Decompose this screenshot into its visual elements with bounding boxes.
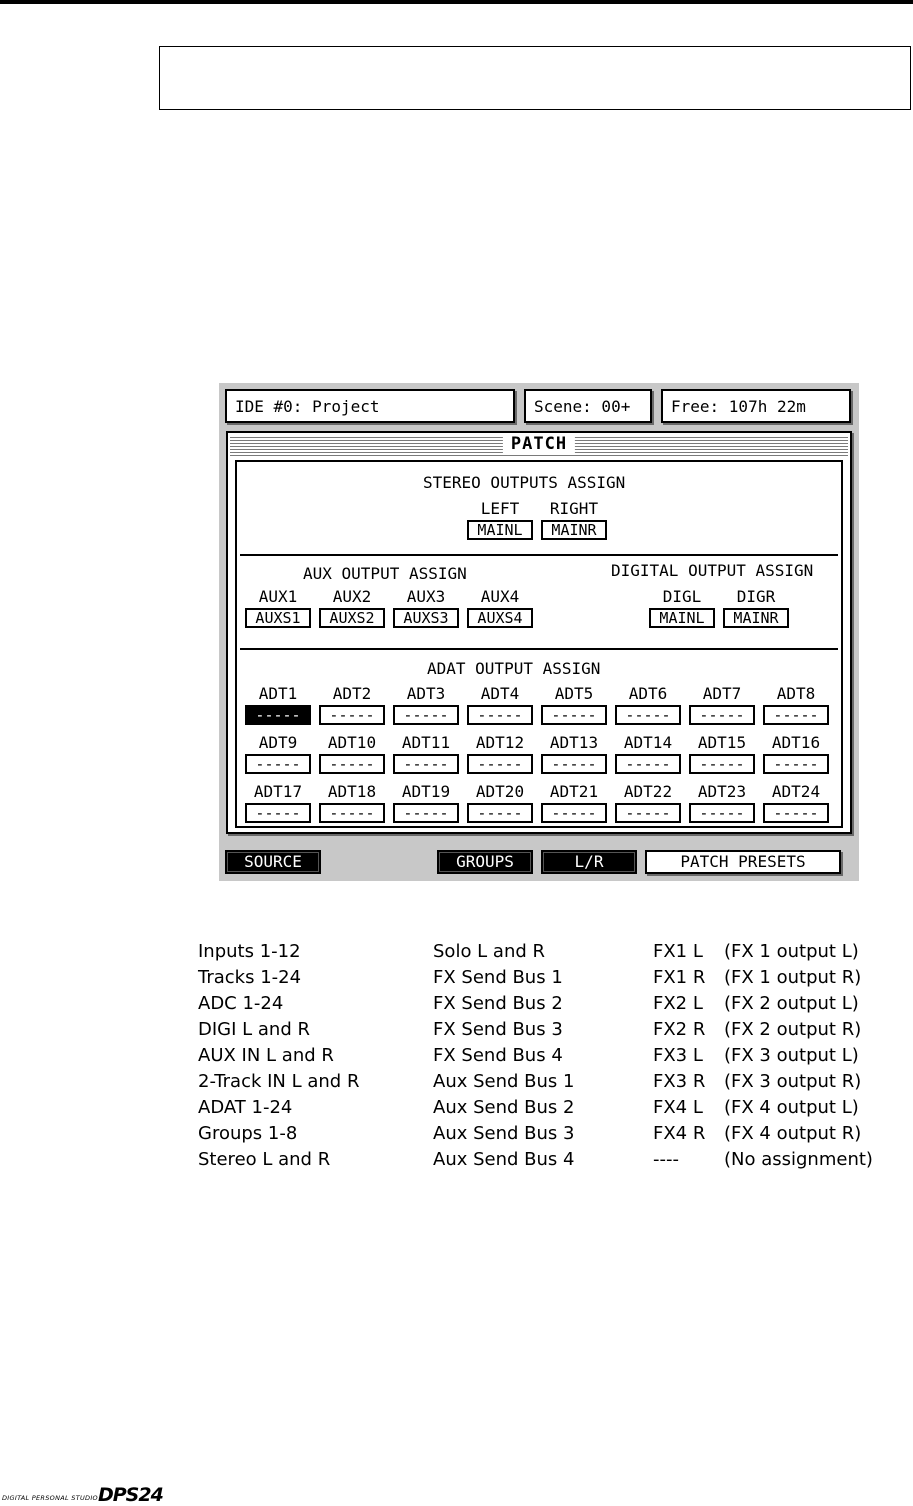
fx-source-code: FX1 L (653, 941, 703, 962)
adat-assign-field[interactable]: ----- (689, 803, 755, 823)
fx-source-item (653, 939, 873, 965)
source-item: Groups 1-8 (198, 1123, 298, 1144)
source-item: FX Send Bus 2 (433, 993, 563, 1014)
fx-source-item (653, 1043, 873, 1069)
adat-assign-field[interactable]: ----- (245, 705, 311, 725)
adat-assign-field[interactable]: ----- (245, 803, 311, 823)
adat-assign-field[interactable]: ----- (319, 754, 385, 774)
adat-channel-label: ADT20 (475, 782, 525, 801)
adat-channel-label: ADT24 (771, 782, 821, 801)
source-item: Aux Send Bus 1 (433, 1071, 575, 1092)
adat-assign-field[interactable]: ----- (541, 705, 607, 725)
stereo-assign-field[interactable]: MAINL (467, 520, 533, 540)
fx-source-item (653, 991, 873, 1017)
adat-assign-field[interactable]: ----- (541, 803, 607, 823)
adat-channel-label: ADT4 (480, 684, 520, 703)
source-item: Inputs 1-12 (198, 941, 301, 962)
source-softkey[interactable]: SOURCE (225, 850, 321, 874)
adat-channel-label: ADT19 (401, 782, 451, 801)
dps24-logo: DPS24 (97, 1484, 163, 1506)
fx-source-code: ---- (653, 1149, 679, 1170)
stereo-assign-field[interactable]: MAINR (541, 520, 607, 540)
patch-presets-softkey[interactable]: PATCH PRESETS (645, 850, 841, 874)
source-item: FX Send Bus 3 (433, 1019, 563, 1040)
source-item: Aux Send Bus 3 (433, 1123, 575, 1144)
fx-source-code: FX1 R (653, 967, 706, 988)
footer-subtitle: DIGITAL PERSONAL STUDIO (2, 1494, 98, 1502)
adat-assign-field[interactable]: ----- (689, 705, 755, 725)
adat-assign-field[interactable]: ----- (615, 705, 681, 725)
fx-source-code: FX3 L (653, 1045, 703, 1066)
project-name: IDE #0: Project (235, 396, 380, 416)
fx-source-code: FX4 L (653, 1097, 703, 1118)
fx-source-description: (FX 4 output L) (724, 1097, 859, 1118)
adat-channel-label: ADT7 (702, 684, 742, 703)
aux-section-title: AUX OUTPUT ASSIGN (303, 564, 467, 583)
adat-channel-label: ADT18 (327, 782, 377, 801)
adat-channel-label: ADT22 (623, 782, 673, 801)
patch-panel (226, 431, 852, 834)
adat-assign-field[interactable]: ----- (615, 754, 681, 774)
adat-channel-label: ADT12 (475, 733, 525, 752)
adat-channel-label: ADT23 (697, 782, 747, 801)
fx-source-item (653, 1147, 873, 1173)
adat-assign-field[interactable]: ----- (467, 705, 533, 725)
adat-channel-label: ADT2 (332, 684, 372, 703)
fx-source-item (653, 965, 873, 991)
adat-assign-field[interactable]: ----- (467, 754, 533, 774)
fx-source-description: (FX 2 output R) (724, 1019, 862, 1040)
fx-source-description: (FX 3 output L) (724, 1045, 859, 1066)
aux-channel-label: AUX3 (406, 587, 446, 606)
footer-logo (2, 1484, 163, 1506)
digital-assign-field[interactable]: MAINL (649, 608, 715, 628)
digital-channel-label: DIGL (662, 587, 702, 606)
stereo-section-title: STEREO OUTPUTS ASSIGN (423, 473, 626, 492)
source-list-col1 (198, 939, 359, 1173)
digital-channel-label: DIGR (736, 587, 776, 606)
source-item: ADC 1-24 (198, 993, 284, 1014)
aux-assign-field[interactable]: AUXS2 (319, 608, 385, 628)
source-item: 2-Track IN L and R (198, 1071, 360, 1092)
scene-display (524, 389, 652, 423)
divider (240, 554, 838, 556)
source-item: FX Send Bus 1 (433, 967, 563, 988)
source-item: FX Send Bus 4 (433, 1045, 563, 1066)
adat-channel-label: ADT16 (771, 733, 821, 752)
adat-assign-field[interactable]: ----- (763, 803, 829, 823)
panel-title: PATCH (503, 434, 575, 454)
adat-channel-label: ADT5 (554, 684, 594, 703)
aux-channel-label: AUX4 (480, 587, 520, 606)
fx-source-code: FX3 R (653, 1071, 706, 1092)
source-item: AUX IN L and R (198, 1045, 334, 1066)
fx-source-item (653, 1121, 873, 1147)
source-item: ADAT 1-24 (198, 1097, 293, 1118)
fx-source-description: (No assignment) (724, 1149, 873, 1170)
adat-assign-field[interactable]: ----- (393, 754, 459, 774)
adat-channel-label: ADT13 (549, 733, 599, 752)
adat-channel-label: ADT3 (406, 684, 446, 703)
fx-source-code: FX2 R (653, 1019, 706, 1040)
aux-channel-label: AUX2 (332, 587, 372, 606)
divider (240, 648, 838, 650)
note-box (159, 46, 911, 110)
digital-assign-field[interactable]: MAINR (723, 608, 789, 628)
source-list-col3 (653, 939, 873, 1173)
adat-assign-field[interactable]: ----- (615, 803, 681, 823)
adat-assign-field[interactable]: ----- (393, 803, 459, 823)
source-item: Tracks 1-24 (198, 967, 302, 988)
fx-source-description: (FX 1 output R) (724, 967, 862, 988)
adat-channel-label: ADT9 (258, 733, 298, 752)
scene-label: Scene: 00+ (534, 396, 631, 416)
adat-channel-label: ADT8 (776, 684, 816, 703)
source-item: DIGI L and R (198, 1019, 310, 1040)
aux-assign-field[interactable]: AUXS1 (245, 608, 311, 628)
adat-assign-field[interactable]: ----- (541, 754, 607, 774)
adat-channel-label: ADT1 (258, 684, 298, 703)
source-list-col2 (433, 939, 574, 1173)
fx-source-code: FX2 L (653, 993, 703, 1014)
source-item: Solo L and R (433, 941, 546, 962)
adat-assign-field[interactable]: ----- (467, 803, 533, 823)
stereo-channel-label: RIGHT (549, 499, 599, 518)
adat-channel-label: ADT17 (253, 782, 303, 801)
fx-source-description: (FX 3 output R) (724, 1071, 862, 1092)
adat-channel-label: ADT6 (628, 684, 668, 703)
top-rule (0, 0, 913, 4)
adat-assign-field[interactable]: ----- (245, 754, 311, 774)
fx-source-description: (FX 4 output R) (724, 1123, 862, 1144)
adat-assign-field[interactable]: ----- (689, 754, 755, 774)
lr-softkey[interactable]: L/R (541, 850, 637, 874)
adat-channel-label: ADT11 (401, 733, 451, 752)
source-item: Stereo L and R (198, 1149, 331, 1170)
fx-source-description: (FX 2 output L) (724, 993, 859, 1014)
adat-channel-label: ADT10 (327, 733, 377, 752)
adat-channel-label: ADT14 (623, 733, 673, 752)
aux-assign-field[interactable]: AUXS4 (467, 608, 533, 628)
digital-section-title: DIGITAL OUTPUT ASSIGN (611, 561, 814, 580)
fx-source-item (653, 1017, 873, 1043)
fx-source-code: FX4 R (653, 1123, 706, 1144)
free-space-display (661, 389, 851, 423)
aux-assign-field[interactable]: AUXS3 (393, 608, 459, 628)
adat-assign-field[interactable]: ----- (319, 705, 385, 725)
project-display (225, 389, 515, 423)
adat-section-title: ADAT OUTPUT ASSIGN (427, 659, 601, 678)
adat-channel-label: ADT15 (697, 733, 747, 752)
fx-source-item (653, 1069, 873, 1095)
groups-softkey[interactable]: GROUPS (437, 850, 533, 874)
fx-source-description: (FX 1 output L) (724, 941, 859, 962)
lcd-screen (219, 383, 859, 881)
stereo-channel-label: LEFT (480, 499, 520, 518)
adat-assign-field[interactable]: ----- (763, 705, 829, 725)
source-item: Aux Send Bus 2 (433, 1097, 575, 1118)
adat-assign-field[interactable]: ----- (319, 803, 385, 823)
free-space-label: Free: 107h 22m (671, 396, 806, 416)
patch-content (235, 460, 843, 828)
adat-channel-label: ADT21 (549, 782, 599, 801)
adat-assign-field[interactable]: ----- (393, 705, 459, 725)
adat-assign-field[interactable]: ----- (763, 754, 829, 774)
aux-channel-label: AUX1 (258, 587, 298, 606)
fx-source-item (653, 1095, 873, 1121)
source-item: Aux Send Bus 4 (433, 1149, 575, 1170)
